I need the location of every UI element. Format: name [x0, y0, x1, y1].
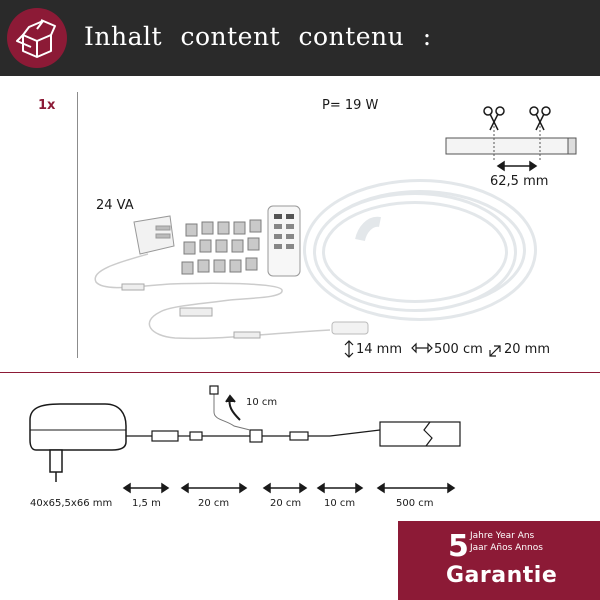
power-label: P= 19 W	[322, 98, 379, 113]
quantity-label: 1x	[38, 98, 56, 113]
guarantee-line-2: Jaar Años Annos	[470, 543, 543, 553]
width-dimension: 20 mm	[504, 342, 551, 357]
guarantee-years: 5	[448, 529, 469, 564]
guarantee-line-1: Jahre Year Ans	[470, 531, 535, 541]
power-adapter	[134, 216, 174, 254]
cable-drawing	[126, 386, 460, 446]
mounting-clips	[182, 220, 261, 274]
adapter-size-label: 40x65,5x66 mm	[30, 498, 113, 509]
cable-bend-label: 10 cm	[246, 397, 278, 408]
guarantee-word: Garantie	[446, 563, 558, 588]
segment-arrows	[124, 484, 454, 492]
length-arrow-icon	[412, 344, 432, 352]
remote-control	[268, 206, 300, 276]
guarantee-badge	[398, 521, 600, 600]
adapter-drawing	[30, 404, 126, 482]
segment-length: 500 cm	[396, 498, 434, 509]
transformer-label: 24 VA	[96, 198, 134, 213]
page-title: Inhalt content contenu :	[84, 22, 432, 51]
cut-strip-diagram	[446, 107, 576, 170]
segment-length: 1,5 m	[132, 498, 161, 509]
segment-length: 10 cm	[324, 498, 356, 509]
segment-length: 20 cm	[198, 498, 230, 509]
height-arrow-icon	[345, 341, 353, 357]
cut-spacing-label: 62,5 mm	[490, 174, 549, 189]
length-dimension: 500 cm	[434, 342, 483, 357]
segment-length: 20 cm	[270, 498, 302, 509]
spacing-arrow	[498, 162, 536, 170]
height-dimension: 14 mm	[356, 342, 403, 357]
width-arrow-icon	[490, 346, 500, 356]
led-strip-coil	[310, 186, 530, 334]
bend-arrow-icon	[226, 396, 240, 420]
